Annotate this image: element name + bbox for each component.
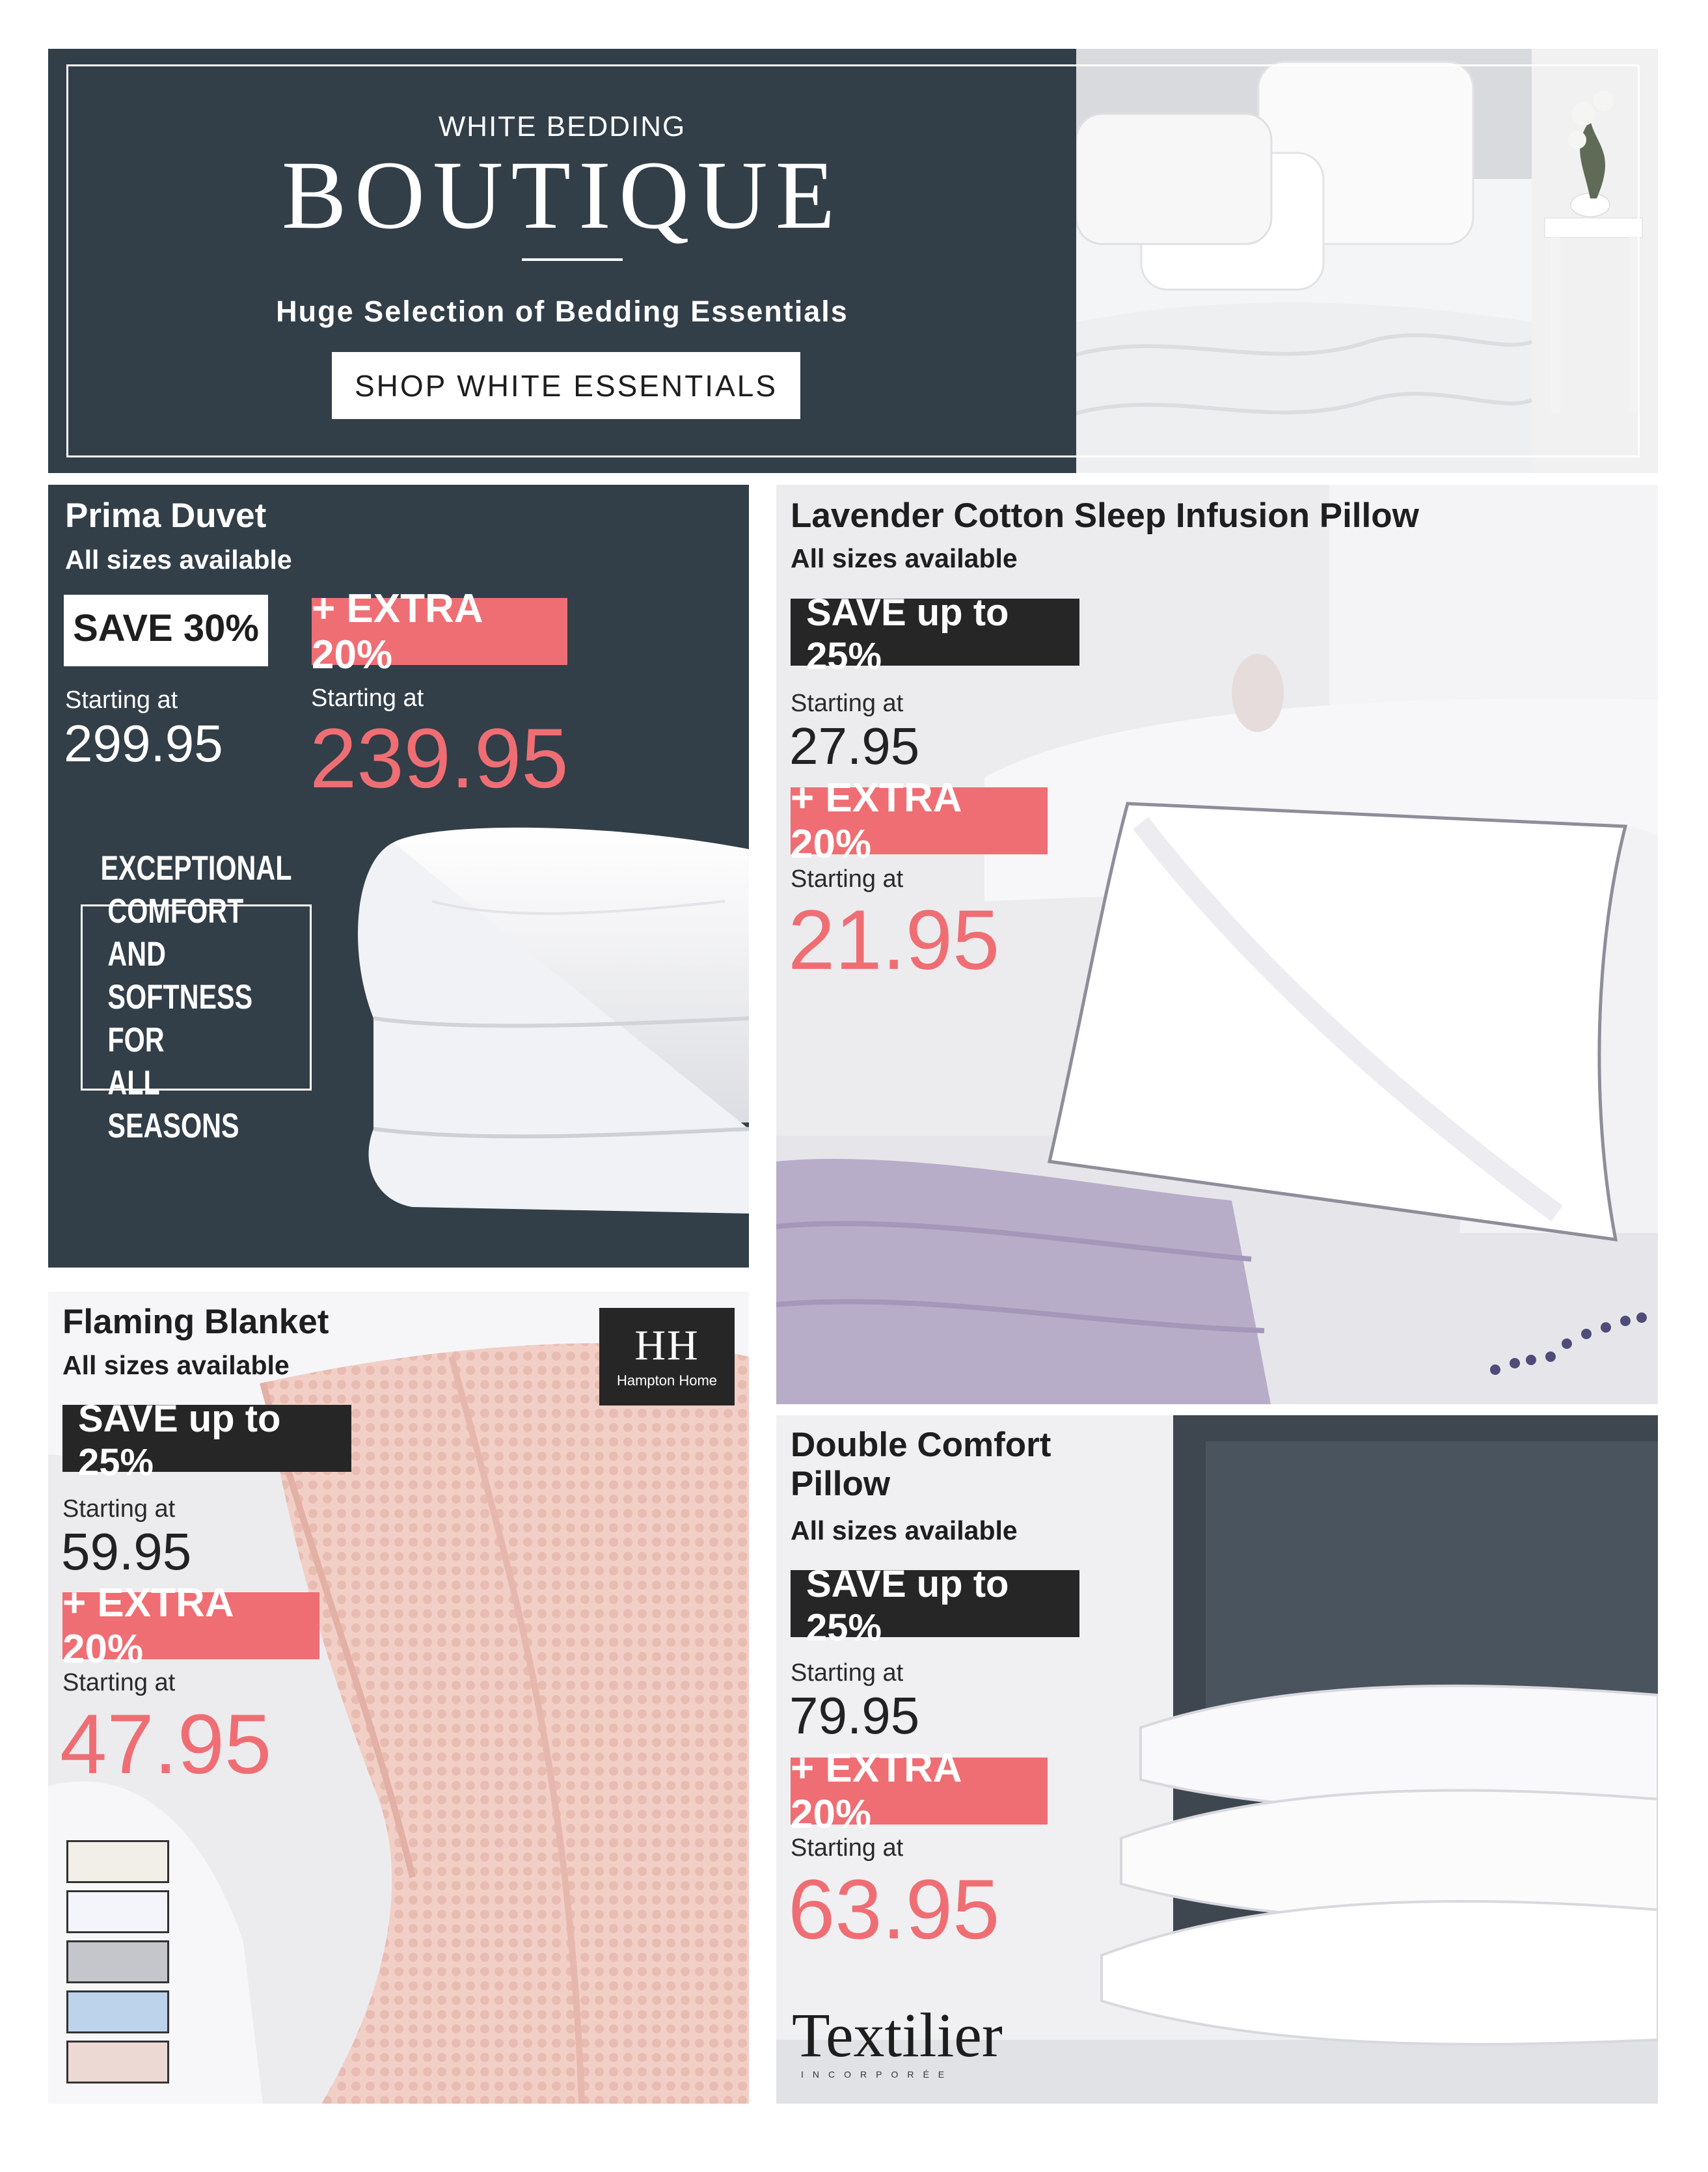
- save-badge-text: SAVE up to 25%: [791, 603, 1079, 666]
- save-badge-text: SAVE up to 25%: [62, 1409, 351, 1472]
- sizes-note: All sizes available: [65, 545, 292, 575]
- product-title: Prima Duvet: [65, 496, 267, 535]
- sizes-note: All sizes available: [791, 543, 1018, 573]
- double-comfort-pillow-card[interactable]: [776, 1415, 1658, 2104]
- feature-line: EXCEPTIONAL: [100, 849, 292, 888]
- regular-price: 27.95: [789, 717, 920, 775]
- save-badge-text: SAVE up to 25%: [791, 1575, 1079, 1637]
- sizes-note: All sizes available: [791, 1515, 1018, 1545]
- lavender-pillow-card[interactable]: [776, 485, 1658, 1404]
- brand-mark: HH: [634, 1322, 699, 1369]
- extra-discount-badge: + EXTRA 20%: [791, 1758, 1048, 1825]
- sizes-note: All sizes available: [62, 1350, 290, 1380]
- sale-price-label: Starting at: [791, 865, 904, 893]
- banner-title: BOUTIQUE: [281, 141, 843, 249]
- flaming-blanket-card[interactable]: [48, 1292, 749, 2104]
- extra-discount-badge: + EXTRA 20%: [791, 787, 1048, 854]
- regular-price-label: Starting at: [65, 686, 178, 714]
- save-badge: [791, 1563, 1079, 1649]
- brand-sub: INCORPORÉE: [801, 2069, 954, 2080]
- product-title-line: Double Comfort: [791, 1426, 1051, 1464]
- sale-price-label: Starting at: [62, 1669, 176, 1696]
- feature-line: ALL SEASONS: [107, 1064, 239, 1145]
- color-swatch[interactable]: [66, 2041, 169, 2084]
- product-title: Flaming Blanket: [62, 1303, 329, 1341]
- textilier-logo: [792, 2000, 1003, 2080]
- regular-price: 79.95: [789, 1687, 920, 1744]
- brand-name: Textilier: [792, 2000, 1003, 2070]
- product-title: Lavender Cotton Sleep Infusion Pillow: [791, 496, 1419, 535]
- save-badge: [64, 595, 268, 666]
- hampton-home-logo: [599, 1308, 735, 1405]
- regular-price-label: Starting at: [791, 1659, 904, 1687]
- save-badge-text: SAVE 30%: [73, 607, 259, 649]
- extra-discount-badge: + EXTRA 20%: [62, 1592, 319, 1659]
- brand-name: Hampton Home: [616, 1372, 718, 1389]
- regular-price: 59.95: [61, 1523, 192, 1581]
- sale-price-label: Starting at: [791, 1834, 904, 1862]
- regular-price: 299.95: [64, 714, 223, 772]
- folded-duvet-image: [334, 823, 749, 1214]
- color-swatches: [66, 1840, 169, 2084]
- boutique-banner: [48, 49, 1658, 473]
- banner-eyebrow: WHITE BEDDING: [438, 111, 686, 143]
- sale-price-label: Starting at: [311, 685, 424, 712]
- sale-price: 239.95: [310, 711, 569, 806]
- sale-price: 63.95: [788, 1862, 1000, 1957]
- banner-subtitle: Huge Selection of Bedding Essentials: [276, 295, 848, 328]
- save-badge: [62, 1398, 351, 1484]
- banner-frame: [66, 64, 1640, 457]
- feature-line: COMFORT AND: [107, 892, 244, 973]
- color-swatch[interactable]: [66, 1840, 169, 1883]
- color-swatch[interactable]: [66, 1990, 169, 2033]
- shop-white-essentials-button[interactable]: SHOP WHITE ESSENTIALS: [332, 352, 800, 419]
- regular-price-label: Starting at: [791, 690, 904, 717]
- color-swatch[interactable]: [66, 1890, 169, 1933]
- sale-price: 47.95: [60, 1696, 272, 1791]
- feature-callout: [81, 849, 312, 1145]
- sale-price: 21.95: [788, 892, 1000, 987]
- regular-price-label: Starting at: [62, 1495, 176, 1523]
- save-badge: [791, 591, 1079, 677]
- feature-line: SOFTNESS FOR: [107, 978, 253, 1059]
- extra-discount-badge: + EXTRA 20%: [312, 598, 567, 665]
- prima-duvet-card[interactable]: [48, 485, 749, 1268]
- color-swatch[interactable]: [66, 1940, 169, 1983]
- product-title-line: Pillow: [791, 1465, 891, 1503]
